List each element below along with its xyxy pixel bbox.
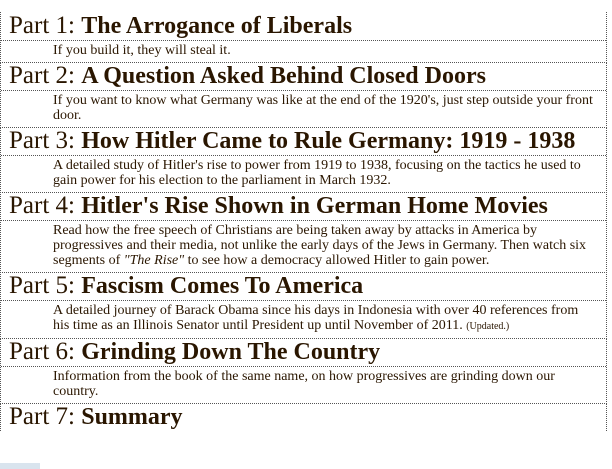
part-title-link[interactable]: Hitler's Rise Shown in German Home Movies [81,193,548,219]
description-text: to see how a democracy allowed Hitler to gain power. [184,253,490,268]
status-bar-fragment [0,463,40,469]
part-description [1,221,606,272]
description-text: A detailed journey of Barack Obama since his days in Indonesia with over 40 references from his time as an Illinois Senator until President up until November of 2011. [53,303,579,333]
part-title-link[interactable]: Summary [81,404,183,430]
part-4-heading[interactable] [1,192,606,221]
part-4 [0,192,607,273]
part-description [1,301,606,338]
part-7 [0,403,607,431]
part-7-heading[interactable] [1,403,606,431]
part-2-heading[interactable] [1,62,606,91]
part-number: Part 3: [9,127,75,154]
part-number: Part 4: [9,192,75,219]
part-3-heading[interactable] [1,127,606,156]
part-title-link[interactable]: Fascism Comes To America [81,273,364,299]
part-description: Information from the book of the same name, on how progressives are grinding down our country. [53,369,555,399]
part-5 [0,272,607,339]
part-title-link[interactable]: The Arrogance of Liberals [81,13,353,39]
part-number: Part 2: [9,62,75,89]
part-title-link[interactable]: A Question Asked Behind Closed Doors [81,63,486,89]
part-description: If you want to know what Germany was like at the end of the 1920's, just step outside your front door. [53,93,593,123]
part-title-link[interactable]: Grinding Down The Country [81,339,381,365]
description-text: Read how the free speech of Christians are being taken away by attacks in America by progressives and their media, not unlike the early days of the Jews in Germany. Then watch six segments of [53,223,587,268]
movie-title: "The Rise" [123,253,185,268]
part-1-heading[interactable] [1,12,606,41]
part-number: Part 5: [9,272,75,299]
part-number: Part 1: [9,12,75,39]
part-5-heading[interactable] [1,272,606,301]
part-1 [0,12,607,63]
part-description: A detailed study of Hitler's rise to power from 1919 to 1938, focusing on the tactics he used to gain power for his election to the parliament in March 1932. [53,158,581,188]
part-6 [0,338,607,404]
part-number: Part 7: [9,403,75,430]
part-6-heading[interactable] [1,338,606,367]
part-number: Part 6: [9,338,75,365]
table-of-contents [0,13,607,431]
part-3 [0,127,607,193]
updated-note: (Updated.) [466,321,510,332]
part-description: If you build it, they will steal it. [53,43,231,58]
part-2 [0,62,607,128]
part-title-link[interactable]: How Hitler Came to Rule Germany: 1919 - 1938 [81,128,576,154]
